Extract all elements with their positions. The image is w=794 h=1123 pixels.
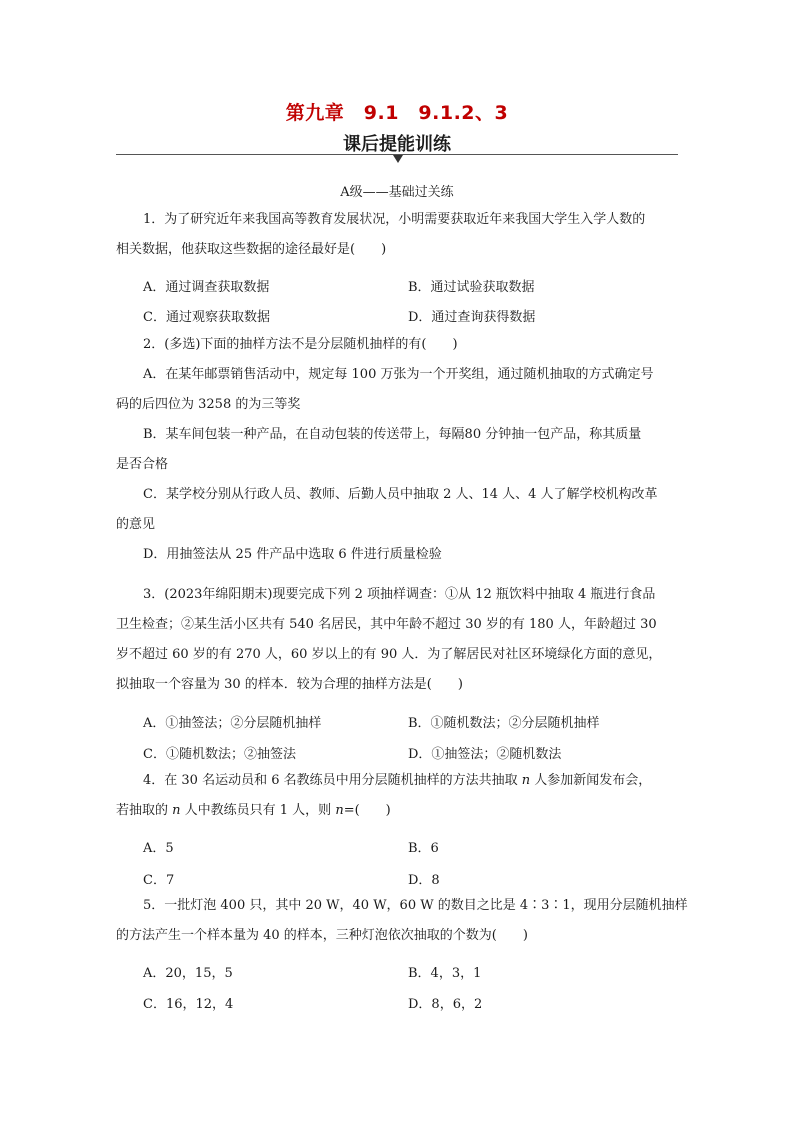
question-3-line-3: 岁不超过 60 岁的有 270 人，60 岁以上的有 90 人．为了解居民对社区环境绿化方面的意见，	[116, 647, 662, 662]
question-4-text: =( )	[343, 803, 391, 818]
question-1-option-c: C．通过观察获取数据	[143, 310, 270, 325]
question-3-option-d: D．①抽签法；②随机数法	[408, 747, 562, 762]
question-5-line-2: 的方法产生一个样本量为 40 的样本，三种灯泡依次抽取的个数为( )	[116, 928, 528, 943]
variable-n: n	[521, 773, 531, 788]
question-2-option-c-line-2: 的意见	[116, 517, 156, 532]
question-4-text: 4．在 30 名运动员和 6 名教练员中用分层随机抽样的方法共抽取	[143, 773, 522, 788]
question-3-option-b: B．①随机数法；②分层随机抽样	[408, 716, 600, 731]
question-4-text: 若抽取的	[116, 803, 173, 818]
question-2-option-b-line-2: 是否合格	[116, 457, 169, 472]
question-3-line-2: 卫生检查；②某生活小区共有 540 名居民，其中年龄不超过 30 岁的有 180 人，年龄超过 30	[116, 617, 657, 632]
question-1-option-d: D．通过查询获得数据	[408, 310, 536, 325]
question-5-option-c: C．16，12，4	[143, 997, 234, 1012]
triangle-marker-icon	[393, 155, 403, 163]
question-5-option-d: D．8，6，2	[408, 997, 483, 1012]
question-4-option-b: B．6	[408, 841, 439, 856]
page-subtitle: 课后提能训练	[343, 134, 451, 155]
question-4-text: 人参加新闻发布会，	[530, 773, 652, 788]
variable-n: n	[335, 803, 344, 818]
question-2-option-c-line-1: C．某学校分别从行政人员、教师、后勤人员中抽取 2 人、14 人、4 人了解学校机构改革	[143, 487, 658, 502]
question-2-option-b-line-1: B．某车间包装一种产品，在自动包装的传送带上，每隔80 分钟抽一包产品，称其质量	[143, 427, 642, 442]
chapter-title: 第九章 9.1 9.1.2、3	[285, 102, 509, 124]
question-4-line-1	[116, 766, 682, 796]
question-4-option-a: A．5	[143, 841, 174, 856]
question-1-line-2: 相关数据，他获取这些数据的途径最好是( )	[116, 242, 387, 257]
question-4-option-c: C．7	[143, 873, 175, 888]
question-4-option-d: D．8	[408, 873, 440, 888]
question-1-option-a: A．通过调查获取数据	[143, 280, 270, 295]
question-5-option-b: B．4，3，1	[408, 966, 482, 981]
variable-n: n	[172, 803, 181, 818]
question-3-line-4: 拟抽取一个容量为 30 的样本．较为合理的抽样方法是( )	[116, 677, 463, 692]
question-3-option-c: C．①随机数法；②抽签法	[143, 747, 296, 762]
question-2-stem: 2．(多选)下面的抽样方法不是分层随机抽样的有( )	[143, 337, 458, 352]
question-1-line-1: 1．为了研究近年来我国高等教育发展状况，小明需要获取近年来我国大学生入学人数的	[143, 212, 646, 227]
question-5-option-a: A．20，15，5	[143, 966, 233, 981]
question-4-line-2	[116, 796, 682, 826]
question-4-text: 人中教练员只有 1 人，则	[180, 803, 336, 818]
question-2	[116, 330, 682, 570]
question-1	[116, 205, 682, 265]
question-5-line-1: 5．一批灯泡 400 只，其中 20 W，40 W，60 W 的数目之比是 4∶3∶1，现用分层随机抽样	[143, 898, 688, 913]
question-3-option-a: A．①抽签法；②分层随机抽样	[143, 716, 322, 731]
question-2-option-d: D．用抽签法从 25 件产品中选取 6 件进行质量检验	[143, 547, 442, 562]
question-3-line-1: 3．(2023年绵阳期末)现要完成下列 2 项抽样调查：①从 12 瓶饮料中抽取 4 瓶进行食品	[143, 587, 656, 602]
question-5	[116, 891, 688, 951]
question-4	[116, 766, 682, 826]
question-2-option-a-line-1: A．在某年邮票销售活动中，规定每 100 万张为一个开奖组，通过随机抽取的方式确定号	[143, 367, 654, 382]
question-1-option-b: B．通过试验获取数据	[408, 280, 535, 295]
question-3	[116, 580, 682, 700]
section-title: A级——基础过关练	[340, 185, 454, 200]
question-2-option-a-line-2: 码的后四位为 3258 的为三等奖	[116, 397, 301, 412]
